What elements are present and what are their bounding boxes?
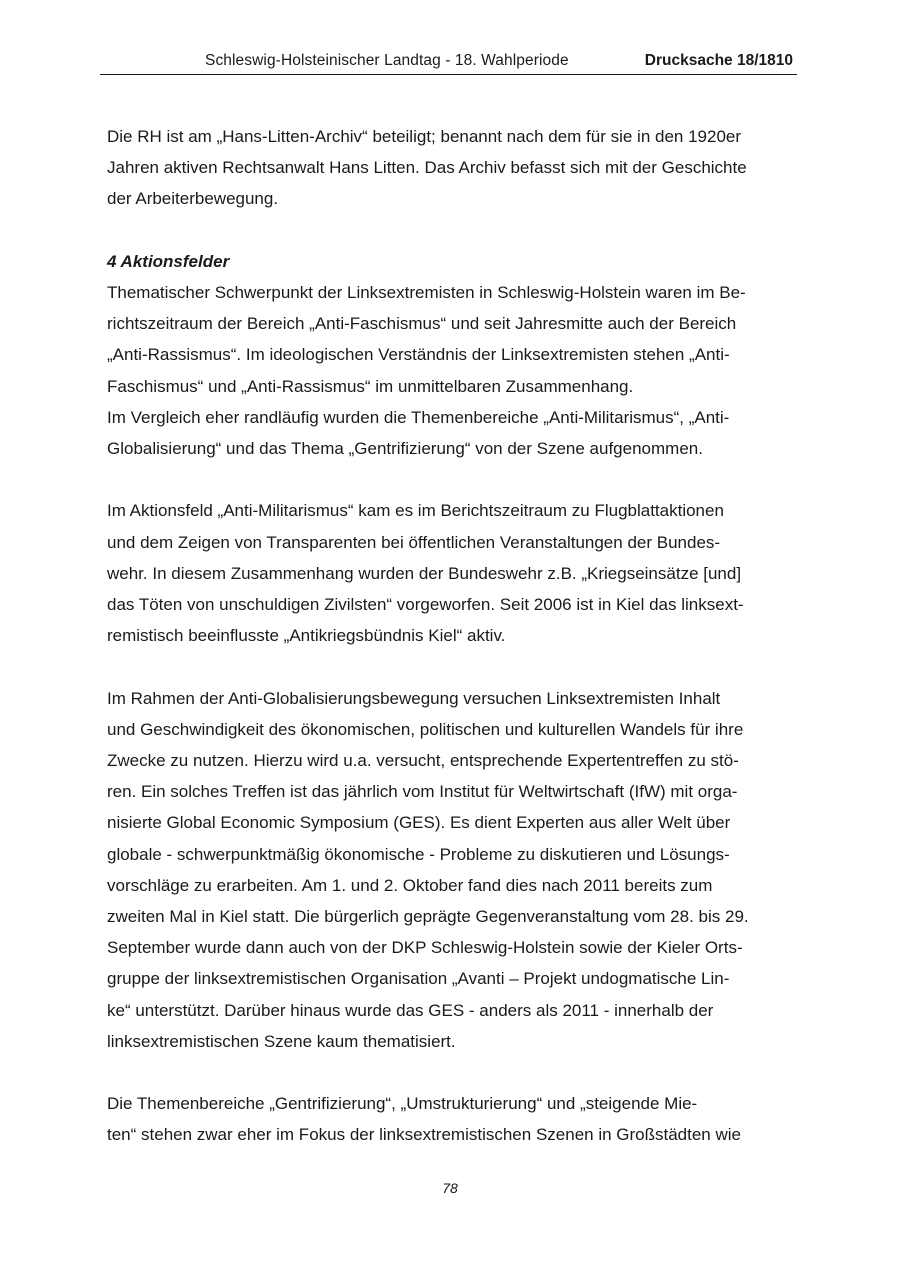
paragraph-spacer: [107, 464, 797, 495]
text-line: „Anti-Rassismus“. Im ideologischen Verständnis der Linksextremisten stehen „Anti-: [107, 345, 730, 365]
paragraph-themes: [107, 277, 797, 464]
text-line: das Töten von unschuldigen Zivilsten“ vorgeworfen. Seit 2006 ist in Kiel das linksext-: [107, 595, 744, 615]
text-line: remistisch beeinflusste „Antikriegsbündnis Kiel“ aktiv.: [107, 626, 506, 646]
page-header: [100, 50, 797, 75]
text-line: und dem Zeigen von Transparenten bei öffentlichen Veranstaltungen der Bundes-: [107, 532, 721, 552]
text-line: Faschismus“ und „Anti-Rassismus“ im unmittelbaren Zusammenhang.: [107, 376, 634, 396]
text-line: zweiten Mal in Kiel statt. Die bürgerlich geprägte Gegenveranstaltung vom 28. bis 29.: [107, 907, 749, 927]
text-line: September wurde dann auch von der DKP Schleswig-Holstein sowie der Kieler Orts-: [107, 938, 743, 958]
text-line: Die RH ist am „Hans-Litten-Archiv“ beteiligt; benannt nach dem für sie in den 1920er: [107, 127, 742, 146]
text-line: nisierte Global Economic Symposium (GES). Es dient Experten aus aller Welt über: [107, 813, 731, 833]
document-number: Drucksache 18/1810: [644, 52, 793, 69]
paragraph-spacer: [107, 215, 797, 246]
text-line: Zwecke zu nutzen. Hierzu wird u.a. versucht, entsprechende Expertentreffen zu stö-: [107, 751, 739, 771]
text-line: ke“ unterstützt. Darüber hinaus wurde das GES - anders als 2011 - innerhalb der: [107, 1000, 714, 1020]
text-line: und Geschwindigkeit des ökonomischen, politischen und kulturellen Wandels für ihre: [107, 719, 744, 739]
paragraph-anti-militarism: [107, 495, 797, 651]
paragraph-anti-globalization: [107, 683, 797, 1057]
text-line: Im Rahmen der Anti-Globalisierungsbewegung versuchen Linksextremisten Inhalt: [107, 688, 721, 708]
text-line: Im Vergleich eher randläufig wurden die Themenbereiche „Anti-Militarismus“, „Anti-: [107, 407, 730, 427]
text-line: der Arbeiterbewegung.: [107, 189, 279, 209]
header-title: Schleswig-Holsteinischer Landtag - 18. Wahlperiode: [205, 52, 569, 69]
text-line: Jahren aktiven Rechtsanwalt Hans Litten. Das Archiv befasst sich mit der Geschichte: [107, 158, 747, 178]
text-line: gruppe der linksextremistischen Organisation „Avanti – Projekt undogmatische Lin-: [107, 969, 730, 989]
page-number: 78: [442, 1180, 458, 1196]
document-body: [107, 121, 797, 1151]
section-heading: 4 Aktionsfelder: [107, 251, 230, 271]
text-line: Thematischer Schwerpunkt der Linksextremisten in Schleswig-Holstein waren im Be-: [107, 283, 746, 302]
text-line: wehr. In diesem Zusammenhang wurden der Bundeswehr z.B. „Kriegseinsätze [und]: [107, 563, 742, 583]
text-line: Globalisierung“ und das Thema „Gentrifizierung“ von der Szene aufgenommen.: [107, 439, 703, 459]
text-line: ren. Ein solches Treffen ist das jährlich vom Institut für Weltwirtschaft (IfW) mit orga-: [107, 782, 738, 802]
paragraph-gentrification: [107, 1088, 797, 1150]
text-line: ten“ stehen zwar eher im Fokus der linksextremistischen Szenen in Großstädten wie: [107, 1125, 741, 1145]
text-line: Die Themenbereiche „Gentrifizierung“, „Umstrukturierung“ und „steigende Mie-: [107, 1094, 698, 1114]
paragraph-spacer: [107, 1057, 797, 1088]
text-line: richtszeitraum der Bereich „Anti-Faschismus“ und seit Jahresmitte auch der Bereich: [107, 314, 737, 334]
paragraph-spacer: [107, 651, 797, 682]
intro-paragraph: [107, 121, 797, 215]
text-line: vorschläge zu erarbeiten. Am 1. und 2. Oktober fand dies nach 2011 bereits zum: [107, 875, 713, 895]
text-line: linksextremistischen Szene kaum thematisiert.: [107, 1031, 456, 1051]
text-line: globale - schwerpunktmäßig ökonomische - Probleme zu diskutieren und Lösungs-: [107, 844, 730, 864]
text-line: Im Aktionsfeld „Anti-Militarismus“ kam es im Berichtszeitraum zu Flugblattaktionen: [107, 501, 724, 521]
